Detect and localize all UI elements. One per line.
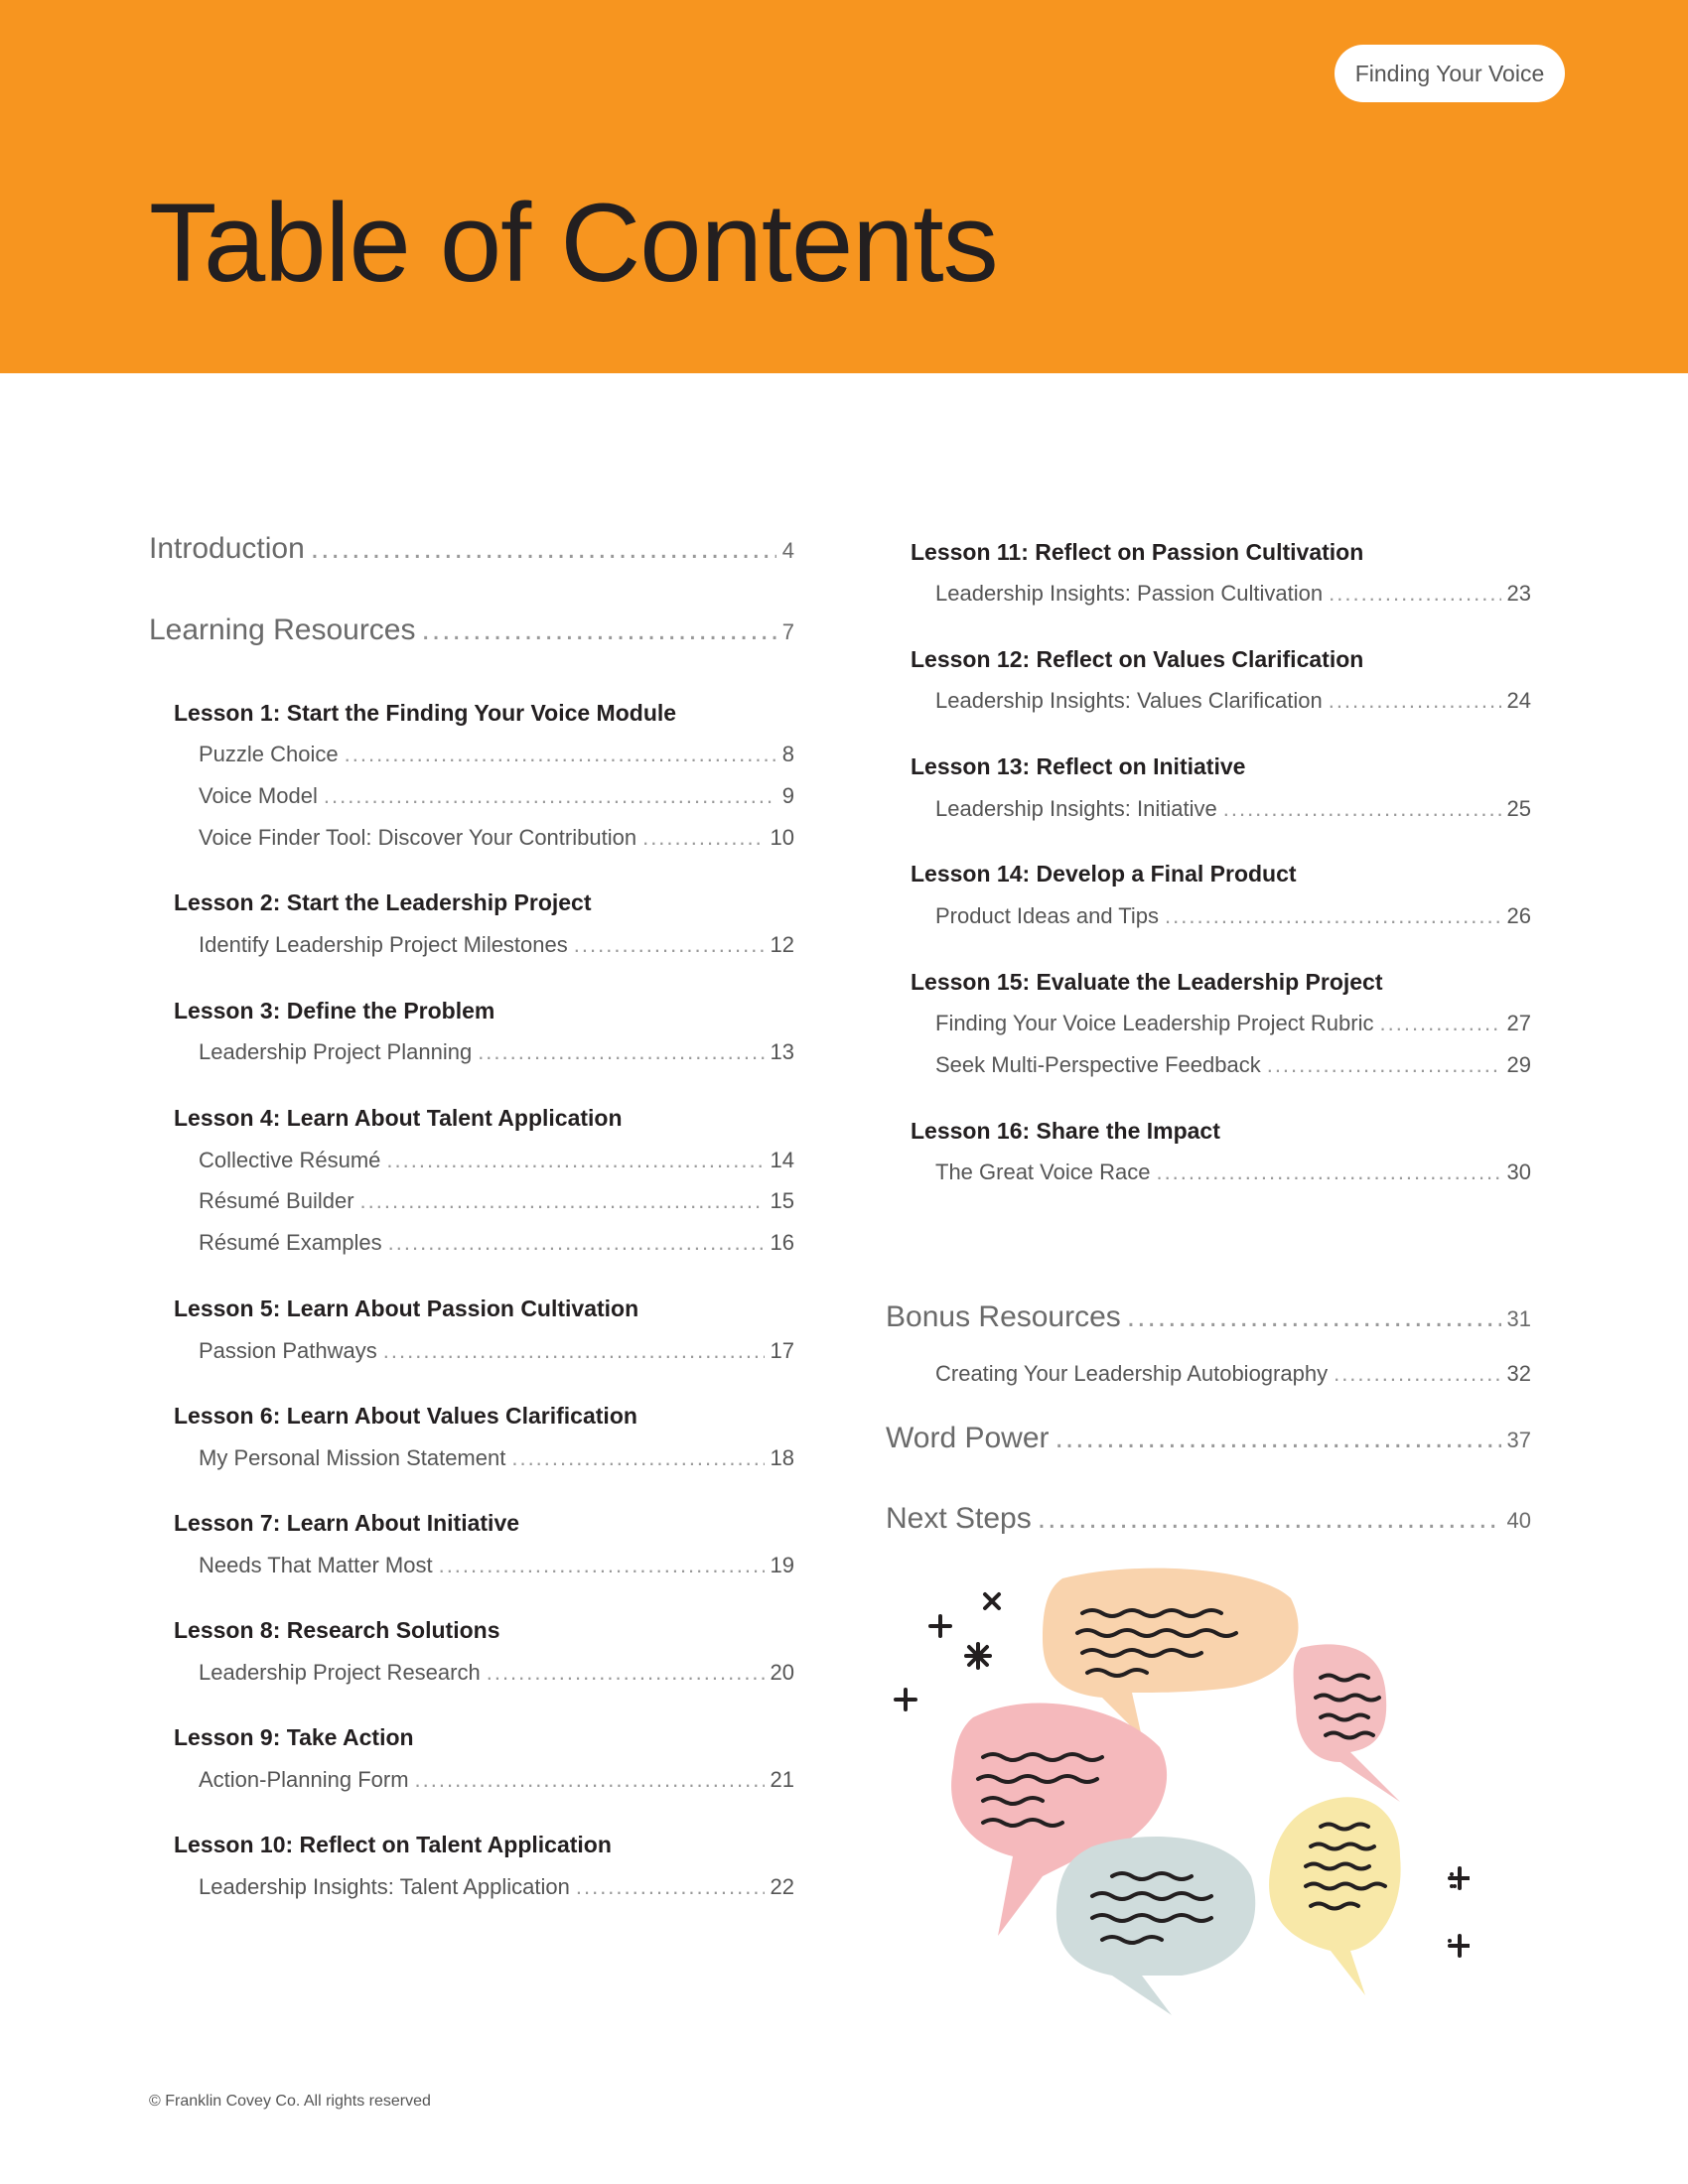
toc-item[interactable]: Needs That Matter Most ..... 19	[199, 1553, 794, 1578]
lesson-heading[interactable]: Lesson 1: Start the Finding Your Voice Module	[174, 700, 677, 726]
lesson-heading[interactable]: Lesson 14: Develop a Final Product	[911, 861, 1297, 887]
lesson-heading[interactable]: Lesson 15: Evaluate the Leadership Project	[911, 969, 1383, 995]
module-badge: Finding Your Voice	[1335, 45, 1565, 102]
toc-item[interactable]: Product Ideas and Tips ..... 26	[935, 903, 1531, 929]
toc-item[interactable]: Résumé Examples ..... 16	[199, 1230, 794, 1256]
lesson-heading[interactable]: Lesson 2: Start the Leadership Project	[174, 889, 592, 915]
lesson-heading[interactable]: Lesson 12: Reflect on Values Clarification	[911, 646, 1364, 672]
toc-section-bonus-resources[interactable]: Bonus Resources ..... 31	[886, 1300, 1531, 1334]
lesson-heading[interactable]: Lesson 8: Research Solutions	[174, 1617, 500, 1643]
speech-bubbles-illustration	[884, 1559, 1470, 2035]
toc-item[interactable]: The Great Voice Race ..... 30	[935, 1160, 1531, 1185]
toc-item[interactable]: Puzzle Choice ..... 8	[199, 742, 794, 767]
toc-item[interactable]: Action-Planning Form ..... 21	[199, 1767, 794, 1793]
lesson-heading[interactable]: Lesson 11: Reflect on Passion Cultivation	[911, 539, 1364, 565]
toc-item[interactable]: Seek Multi-Perspective Feedback ..... 29	[935, 1052, 1531, 1078]
toc-item[interactable]: Leadership Insights: Passion Cultivation ..... 23	[935, 581, 1531, 607]
page-title: Table of Contents	[149, 181, 998, 305]
toc-item[interactable]: Leadership Insights: Talent Application ..... 22	[199, 1874, 794, 1900]
toc-section-introduction[interactable]: Introduction ..... 4	[149, 532, 794, 566]
toc-item[interactable]: Leadership Insights: Values Clarification ..... 24	[935, 688, 1531, 714]
toc-section-learning-resources[interactable]: Learning Resources ..... 7	[149, 614, 794, 647]
lesson-heading[interactable]: Lesson 13: Reflect on Initiative	[911, 753, 1246, 779]
toc-item[interactable]: Collective Résumé ..... 14	[199, 1148, 794, 1173]
toc-item[interactable]: Leadership Project Research ..... 20	[199, 1660, 794, 1686]
lesson-heading[interactable]: Lesson 6: Learn About Values Clarification	[174, 1403, 637, 1429]
toc-item[interactable]: Creating Your Leadership Autobiography ..... 32	[935, 1361, 1531, 1387]
copyright-footer: © Franklin Covey Co. All rights reserved	[149, 2093, 431, 2110]
toc-item[interactable]: My Personal Mission Statement ..... 18	[199, 1445, 794, 1471]
toc-item[interactable]: Leadership Insights: Initiative ..... 25	[935, 796, 1531, 822]
lesson-heading[interactable]: Lesson 4: Learn About Talent Application	[174, 1105, 623, 1131]
toc-item[interactable]: Voice Model ..... 9	[199, 783, 794, 809]
lesson-heading[interactable]: Lesson 9: Take Action	[174, 1724, 414, 1750]
header-banner	[0, 0, 1688, 373]
lesson-heading[interactable]: Lesson 7: Learn About Initiative	[174, 1510, 520, 1536]
toc-item[interactable]: Voice Finder Tool: Discover Your Contribution ..... 10	[199, 825, 794, 851]
lesson-heading[interactable]: Lesson 16: Share the Impact	[911, 1118, 1220, 1144]
toc-section-next-steps[interactable]: Next Steps ..... 40	[886, 1502, 1531, 1536]
lesson-heading[interactable]: Lesson 3: Define the Problem	[174, 998, 495, 1024]
toc-item[interactable]: Résumé Builder ..... 15	[199, 1188, 794, 1214]
lesson-heading[interactable]: Lesson 10: Reflect on Talent Application	[174, 1832, 612, 1857]
toc-item[interactable]: Leadership Project Planning ..... 13	[199, 1039, 794, 1065]
toc-item[interactable]: Identify Leadership Project Milestones ..... 12	[199, 932, 794, 958]
toc-item[interactable]: Passion Pathways ..... 17	[199, 1338, 794, 1364]
toc-item[interactable]: Finding Your Voice Leadership Project Rubric ..... 27	[935, 1011, 1531, 1036]
lesson-heading[interactable]: Lesson 5: Learn About Passion Cultivation	[174, 1296, 639, 1321]
toc-section-word-power[interactable]: Word Power ..... 37	[886, 1422, 1531, 1455]
